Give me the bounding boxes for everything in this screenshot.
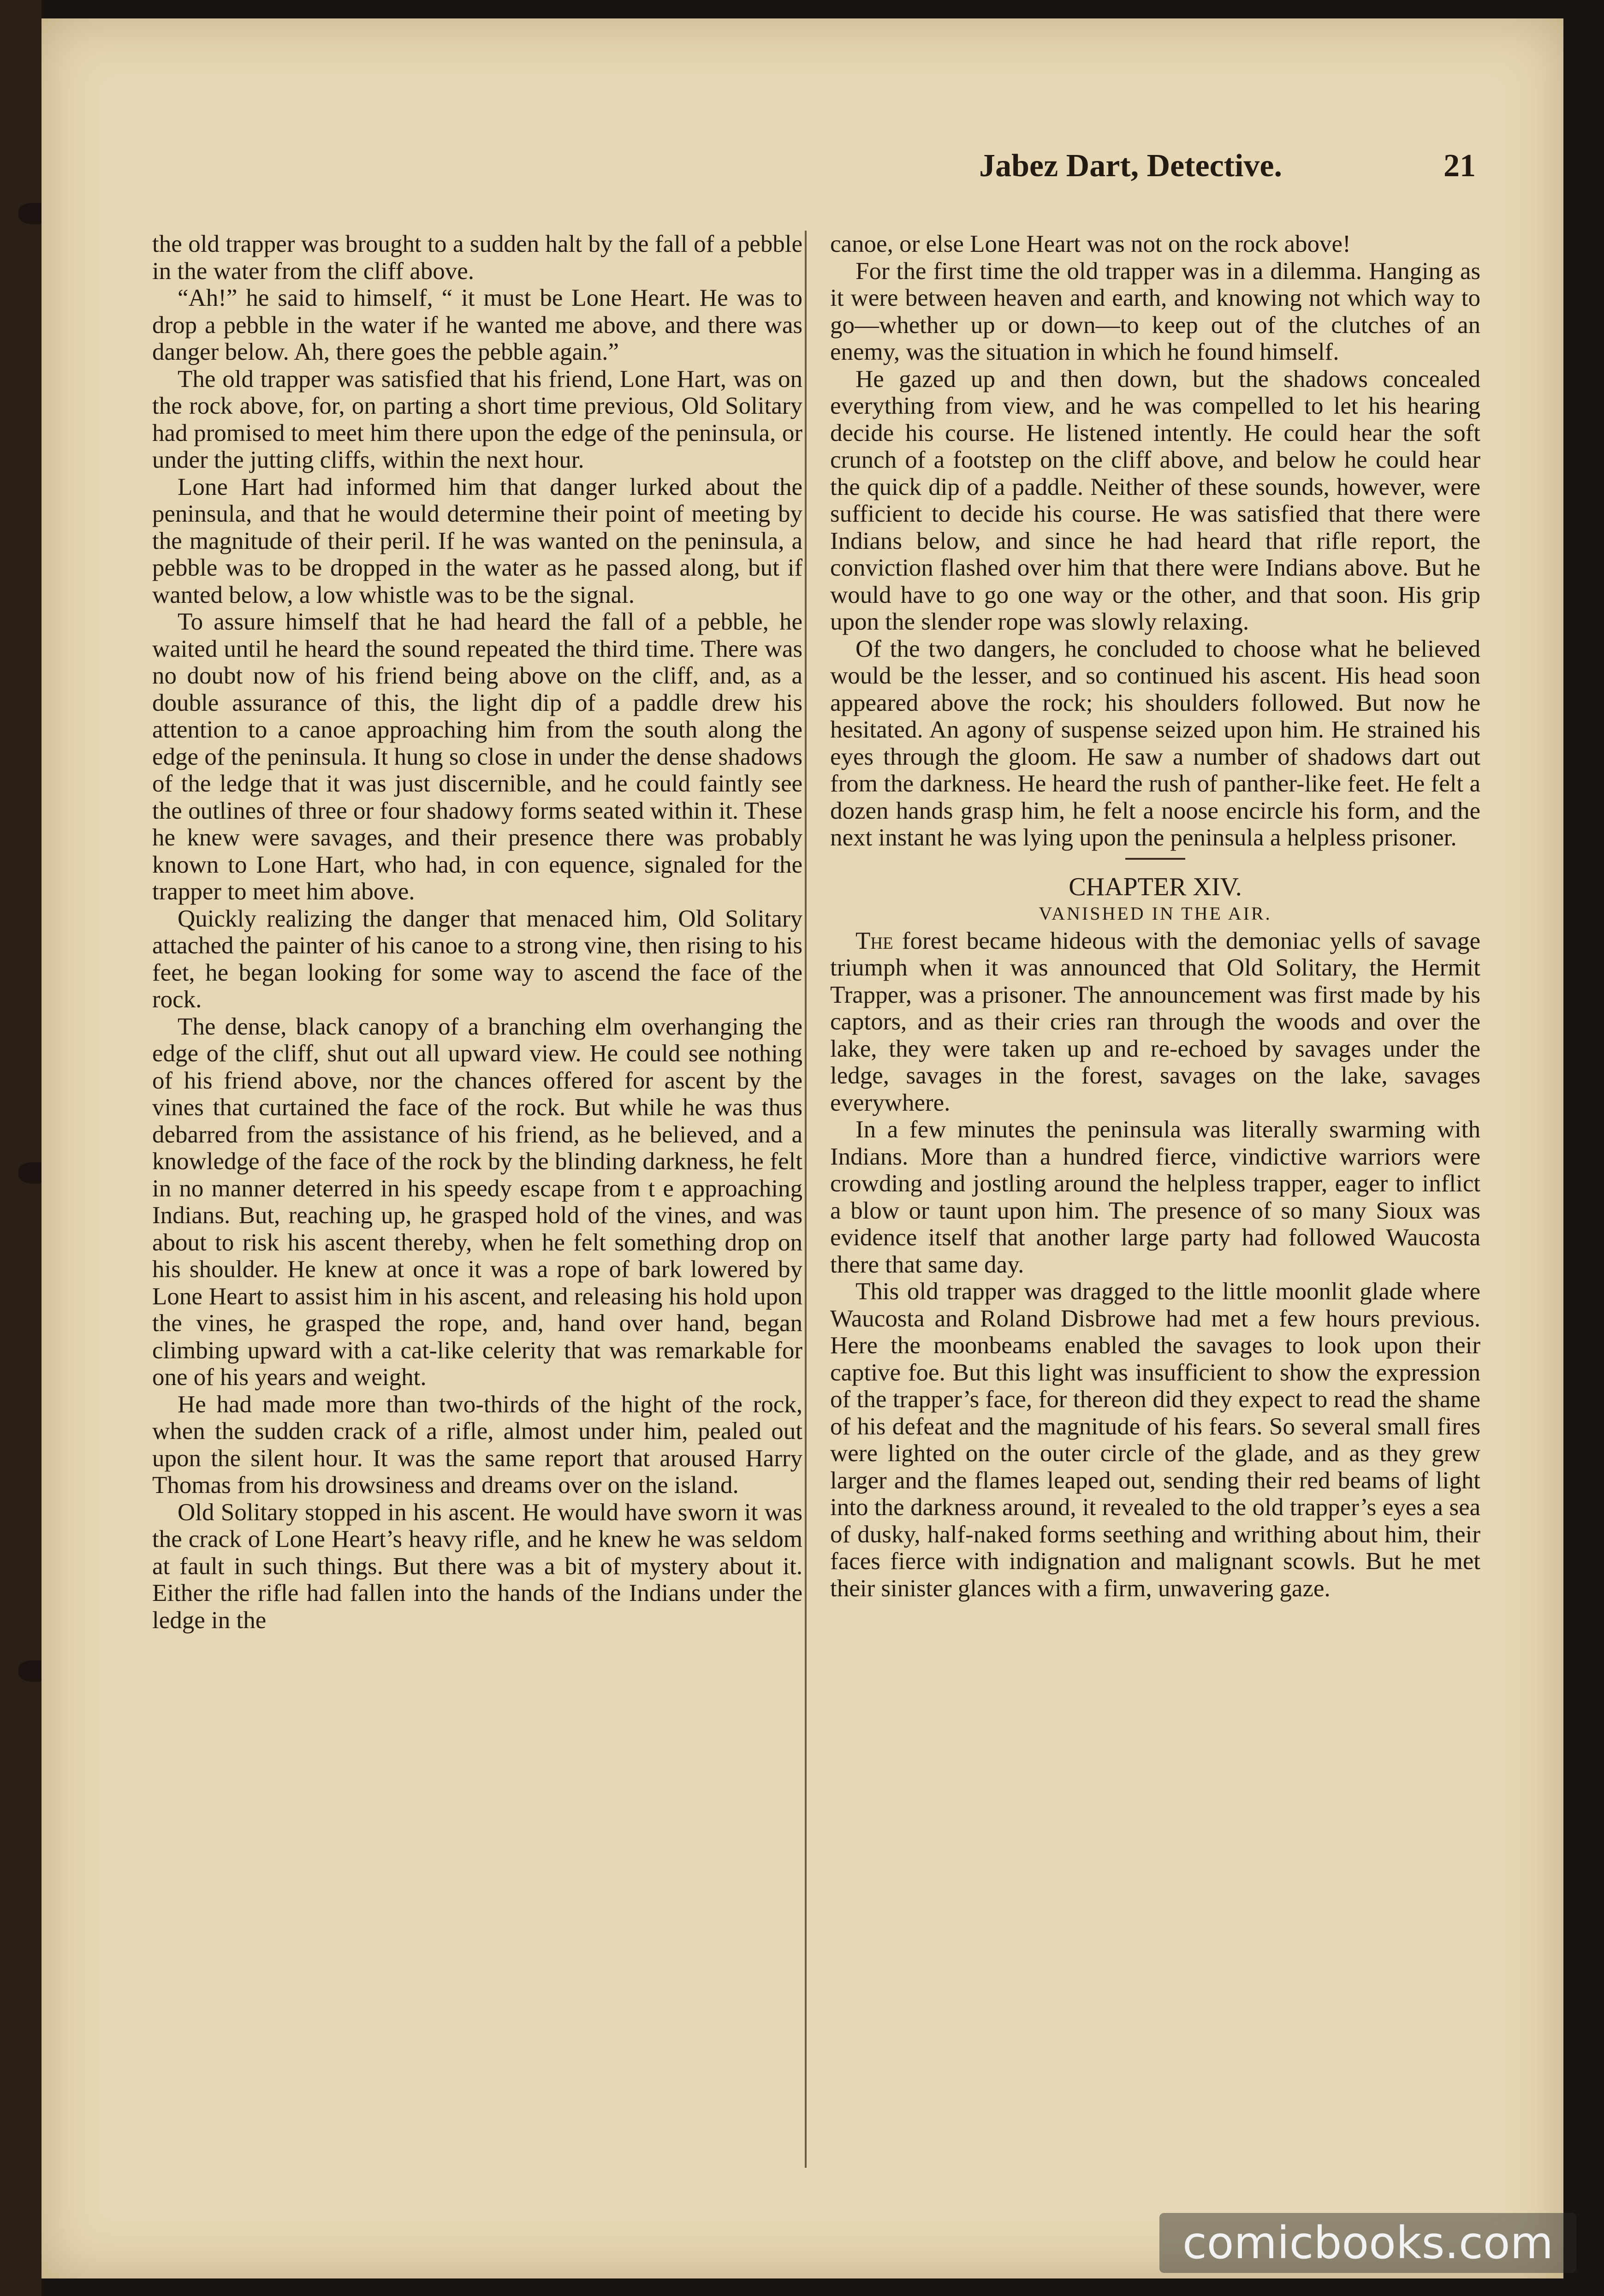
paragraph: He gazed up and then down, but the shadows concealed everything from view, and he was compelled to let his hearing decide his course. He listened intently. He could hear the soft crunch of a footstep on the cliff above, and below he could hear the quick dip of a paddle. Neither of these sounds, however, were sufficient to decide his course. He was satisfied that there were Indians below, and since he had heard that rifle report, the conviction flashed over him that there were Indians above. But he would have to go one way or the other, and that soon. His grip upon the slender rope was slowly relaxing.	[830, 365, 1480, 635]
paragraph: The old trapper was satisfied that his friend, Lone Hart, was on the rock above, for, on parting a short time previous, Old Solitary had promised to meet him there upon the edge of the peninsula, or under the jutting cliffs, within the next hour.	[152, 365, 802, 473]
book-binding	[0, 0, 42, 2296]
paragraph	[830, 928, 1480, 1117]
column-divider	[805, 231, 807, 2168]
paragraph: This old trapper was dragged to the little moonlit glade where Waucosta and Roland Disbrowe had met a few hours previous. Here the moonbeams enabled the savages to look upon their captive foe. But this light was insufficient to show the expression of the trapper’s face, for thereon did they expect to read the shame of his defeat and the magnitude of his fears. So several small fires were lighted on the outer circle of the glade, and as they grew larger and the flames leaped out, sending their red beams of light into the darkness around, it revealed to the old trapper’s eyes a sea of dusky, half-naked forms seething and writhing about him, their faces fierce with indignation and malignant scowls. But he met their sinister glances with a firm, unwavering gaze.	[830, 1278, 1480, 1602]
paragraph: the old trapper was brought to a sudden halt by the fall of a pebble in the water from the cliff above.	[152, 231, 802, 285]
running-header	[111, 148, 1476, 212]
right-column	[830, 231, 1480, 2186]
lead-word: The	[855, 927, 893, 954]
paragraph: The dense, black canopy of a branching elm overhanging the edge of the cliff, shut out all upward view. He could see nothing of his friend above, nor the chances offered for ascent by the vines that curtained the face of the rock. But while he was thus debarred from the assistance of his friend, as he believed, and a knowledge of the face of the rock by the blinding darkness, he felt in no manner deterred in his speedy escape from t e approaching Indians. But, reaching up, he grasped hold of the vines, and was about to risk his ascent thereby, when he felt something drop on his shoulder. He knew at once it was a rope of bark lowered by Lone Heart to assist him in his ascent, and releasing his hold upon the vines, he grasped the rope, and, hand over hand, began climbing upward with a cat-like celerity that was remarkable for one of his years and weight.	[152, 1013, 802, 1391]
section-rule	[1125, 858, 1185, 860]
paragraph: In a few minutes the peninsula was literally swarming with Indians. More than a hundred fierce, vindictive warriors were crowding and jostling around the helpless trapper, eager to inflict a blow or taunt upon him. The presence of so many Sioux was evidence itself that another large party had followed Waucosta there that same day.	[830, 1116, 1480, 1278]
paragraph: Lone Hart had informed him that danger lurked about the peninsula, and that he would determine their point of meeting by the magnitude of their peril. If he was wanted on the peninsula, a pebble was to be dropped in the water as he passed along, but if wanted below, a low whistle was to be the signal.	[152, 473, 802, 608]
paragraph: canoe, or else Lone Heart was not on the rock above!	[830, 231, 1351, 257]
page-number: 21	[1444, 148, 1476, 184]
left-column	[152, 231, 802, 2186]
paragraph: For the first time the old trapper was in a dilemma. Hanging as it were between heaven and earth, and knowing not which way to go—whether up or down—to keep out of the clutches of an enemy, was the situation in which he found himself.	[830, 257, 1480, 365]
paragraph: Of the two dangers, he concluded to choose what he believed would be the lesser, and so continued his ascent. His head soon appeared above the rock; his shoulders followed. But now he hesitated. An agony of suspense seized upon him. He strained his eyes through the gloom. He saw a number of shadows dart out from the darkness. He heard the rush of panther-like feet. He felt a dozen hands grasp him, he felt a noose encircle his form, and the next instant he was lying upon the peninsula a helpless prisoner.	[830, 635, 1480, 851]
paragraph-text: forest became hideous with the demoniac yells of savage triumph when it was announced that Old Solitary, the Hermit Trapper, was a prisoner. The announcement was first made by his captors, and as their cries ran through the woods and over the lake, they were taken up and re-echoed by savages under the ledge, savages in the forest, savages on the lake, savages everywhere.	[830, 927, 1480, 1116]
chapter-heading: CHAPTER XIV.	[1069, 872, 1242, 901]
chapter-title: VANISHED IN THE AIR.	[1039, 903, 1272, 924]
paragraph: He had made more than two-thirds of the hight of the rock, when the sudden crack of a rifle, almost under him, pealed out upon the silent hour. It was the same report that aroused Harry Thomas from his drowsiness and dreams over on the island.	[152, 1391, 802, 1499]
paragraph: Old Solitary stopped in his ascent. He would have sworn it was the crack of Lone Heart’s heavy rifle, and he knew he was seldom at fault in such things. But there was a bit of mystery about it. Either the rifle had fallen into the hands of the Indians under the ledge in the	[152, 1499, 802, 1634]
running-title: Jabez Dart, Detective.	[979, 148, 1282, 184]
paragraph: Quickly realizing the danger that menaced him, Old Solitary attached the painter of his canoe to a strong vine, then rising to his feet, he began looking for some way to ascend the face of the rock.	[152, 905, 802, 1013]
site-watermark: comicbooks.com	[1159, 2213, 1576, 2273]
paragraph: To assure himself that he had heard the fall of a pebble, he waited until he heard the sound repeated the third time. There was no doubt now of his friend being above on the cliff, and, as a double assurance of this, the light dip of a paddle drew his attention to a canoe approaching him from the south along the edge of the peninsula. It hung so close in under the dense shadows of the ledge that it was just discernible, and he could faintly see the outlines of three or four shadowy forms seated within it. These he knew were savages, and their presence there was probably known to Lone Hart, who had, in con equence, signaled for the trapper to meet him above.	[152, 608, 802, 905]
paragraph: “Ah!” he said to himself, “ it must be Lone Heart. He was to drop a pebble in the water if he wanted me above, and there was danger below. Ah, there goes the pebble again.”	[152, 285, 802, 365]
